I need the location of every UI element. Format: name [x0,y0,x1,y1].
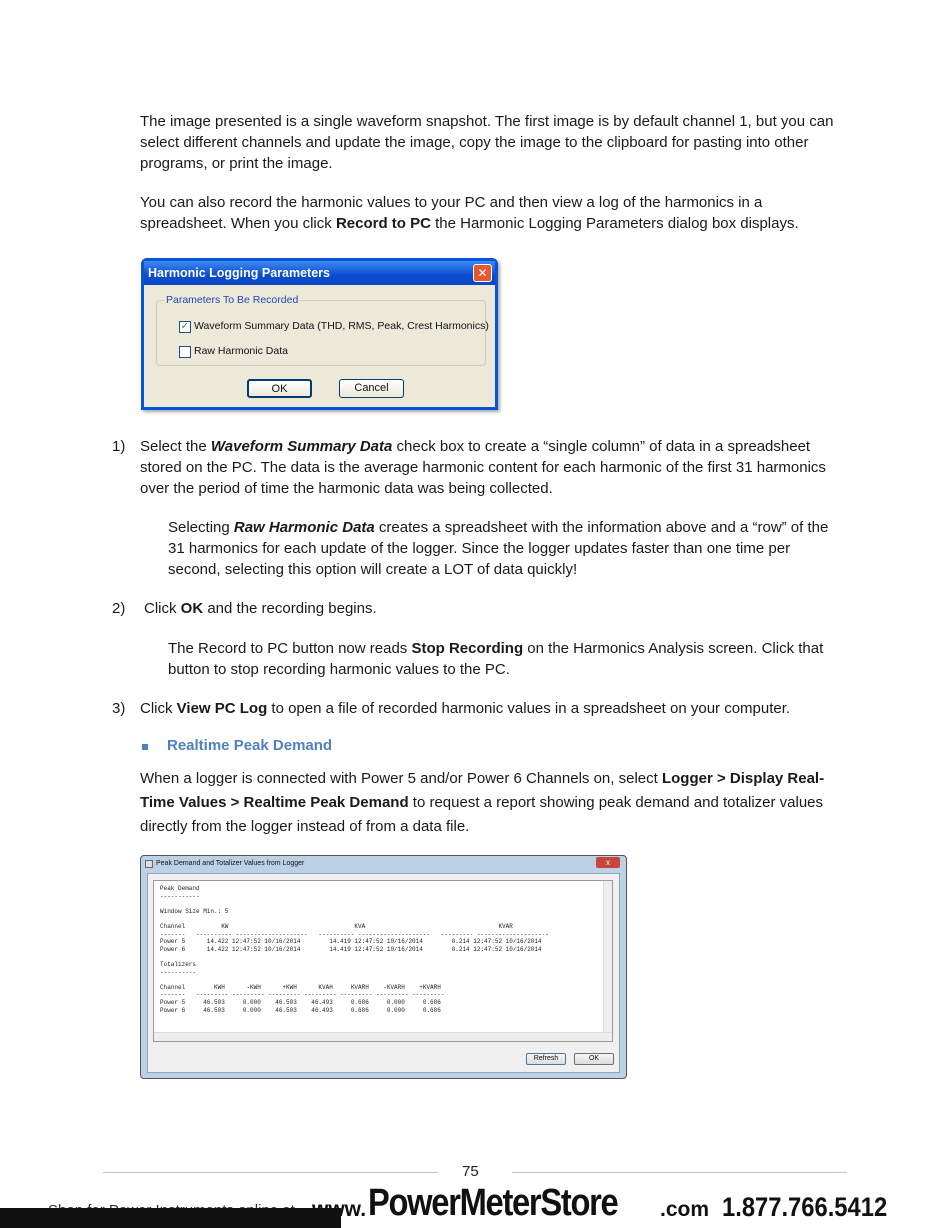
section-paragraph [140,767,840,839]
report-textbox[interactable] [153,880,613,1042]
raw-harmonic-checkbox[interactable] [179,346,191,358]
step-2-pre: Click [144,600,181,617]
step-1-number: 1) [112,438,126,455]
section-heading: Realtime Peak Demand [167,737,333,754]
report-content: Peak Demand ----------- Window Size Min.: 5 Channel KW KVA KVAR ------- ---------- -------------------- ---------- -------------------- --------- -------------------- Power 5 14.422 12:47:52 10/16/2014 14.419 12:47:52 10/16/2014 0.214 12:47:52 10/16/2014 Power 6 14.422 12:47:52 10/16/2014 14.419 12:47:52 10/16/2014 0.214 12:47:52 10/16/2014 Totalizers ---------- Channel KWH -KWH +KWH KVAH KVARH -KVARH +KVARH ------- --------- --------- --------- --------- --------- --------- --------- Power 5 46.503 0.000 46.503 46.493 0.686 0.000 0.686 Power 6 46.503 0.000 46.503 46.493 0.686 0.000 0.686 [160,885,549,1014]
close-icon[interactable]: ✕ [473,264,492,282]
refresh-button[interactable]: Refresh [526,1053,566,1065]
dialog-body [147,873,620,1073]
square-bullet-icon [142,744,148,750]
footer-rule-right [512,1172,847,1173]
parameters-group-label: Parameters To Be Recorded [166,294,299,306]
ok-button[interactable]: OK [574,1053,614,1065]
stop-recording-term: Stop Recording [411,640,524,657]
footer-brand: PowerMeterStore [368,1182,618,1224]
waveform-summary-checkbox[interactable]: ✓ [180,321,190,332]
footer-phone: 1.877.766.5412 [722,1192,888,1222]
peak-demand-dialog [140,855,627,1079]
intro-paragraph: The image presented is a single waveform snapshot. The first image is by default channel 1, but you can select different channels and update the image, copy the image to the clipboard for pasting into other programs, or print the image. [140,113,834,172]
footer-banner [0,1182,950,1228]
step-3-text [140,698,840,719]
harmonic-logging-parameters-dialog [141,258,498,410]
footer-black-bar [0,1208,341,1228]
step-1-sub-post: creates a spreadsheet with the information above and a “row” of the 31 harmonics for each update of the logger. Since the logger updates faster than one time per second, selecting this option will create a LOT of data quickly! [168,519,829,578]
footer-rule-left [103,1172,438,1173]
cancel-button[interactable]: Cancel [339,379,404,398]
section-text-pre: When a logger is connected with Power 5 and/or Power 6 Channels on, select [140,770,662,787]
step-1-text [140,436,840,499]
step-1-pre: Select the [140,438,211,455]
vertical-scrollbar[interactable] [603,881,612,1033]
step-1-subtext [168,517,840,580]
footer-www: www. [312,1198,367,1221]
step-2-number: 2) [112,600,126,617]
step-2-text [144,598,840,619]
step-3-pre: Click [140,700,177,717]
waveform-summary-label: Waveform Summary Data (THD, RMS, Peak, Crest Harmonics) [194,320,489,332]
close-icon[interactable]: x [596,857,620,868]
step-2-sub-post: on the Harmonics Analysis screen. Click that button to stop recording harmonic values to the PC. [168,640,824,678]
footer-com: .com [660,1198,710,1221]
record-paragraph [140,192,840,234]
step-3-number: 3) [112,700,126,717]
record-to-pc-label: Record to PC [335,215,431,232]
record-text-pre: You can also record the harmonic values to your PC and then view a log of the harmonics in a spreadsheet. When you click [140,194,763,232]
raw-harmonic-label: Raw Harmonic Data [194,345,288,357]
record-text-post: the Harmonic Logging Parameters dialog box displays. [430,215,799,232]
step-2-post: and the recording begins. [203,600,377,617]
step-2-subtext [168,638,840,680]
step-1-post: check box to create a “single column” of data in a spreadsheet stored on the PC. The data is the average harmonic content for each harmonic of the first 31 harmonics over the period of time the harmonic data was being collected. [140,438,826,497]
page-number: 75 [462,1163,479,1180]
ok-button[interactable]: OK [247,379,312,398]
menu-path-term: Logger > Display Real-Time Values > Realtime Peak Demand [140,770,825,811]
raw-harmonic-data-term: Raw Harmonic Data [233,519,375,536]
waveform-summary-data-term: Waveform Summary Data [210,438,393,455]
ok-term: OK [180,600,204,617]
section-text-post: to request a report showing peak demand and totalizer values directly from the logger instead of from a data file. [140,794,824,835]
dialog-title-bar: Harmonic Logging Parameters [144,261,495,285]
step-2-sub-pre: The Record to PC button now reads [168,640,412,657]
horizontal-scrollbar[interactable] [154,1032,612,1041]
dialog-title-bar: Peak Demand and Totalizer Values from Logger [156,860,305,867]
view-pc-log-term: View PC Log [176,700,268,717]
step-1-sub-pre: Selecting [168,519,234,536]
step-3-post: to open a file of recorded harmonic values in a spreadsheet on your computer. [267,700,791,717]
